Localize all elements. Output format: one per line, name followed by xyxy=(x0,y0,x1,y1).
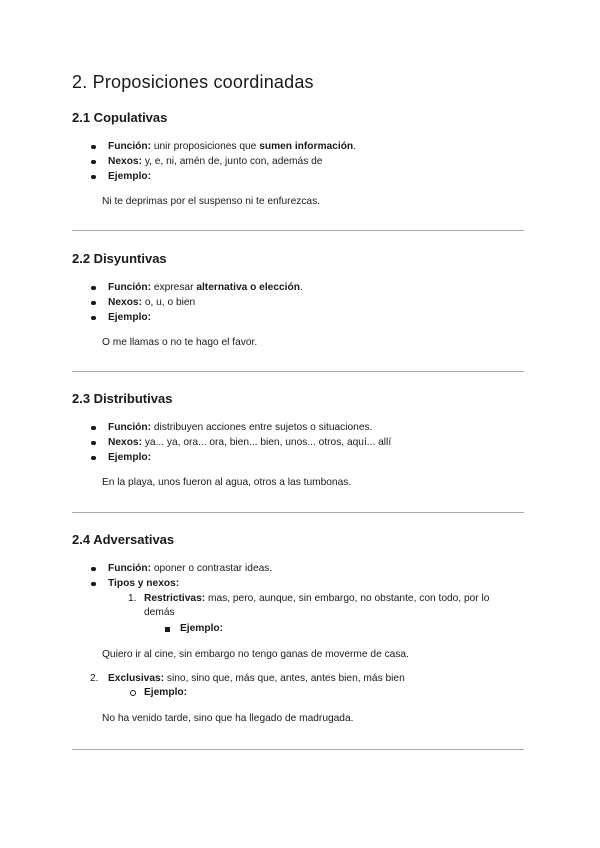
section-heading: 2.4 Adversativas xyxy=(72,532,175,547)
section-divider xyxy=(72,371,524,372)
example-text: No ha venido tarde, sino que ha llegado de madrugada. xyxy=(102,713,354,724)
section-distributivas xyxy=(72,391,524,488)
list-item-funcion: Función: oponer o contrastar ideas. xyxy=(72,561,524,576)
list-item-nexos: Nexos: y, e, ni, amén de, junto con, además de xyxy=(72,154,524,169)
item-number: 2. xyxy=(90,673,99,684)
bullet-list xyxy=(72,420,524,465)
section-divider xyxy=(72,230,524,231)
list-item-ejemplo: Ejemplo: xyxy=(72,310,524,325)
sub-item-ejemplo: Ejemplo: xyxy=(180,622,524,636)
section-disyuntivas xyxy=(72,251,524,348)
section-heading: 2.1 Copulativas xyxy=(72,110,168,125)
section-adversativas xyxy=(72,532,524,724)
list-item-tipos: Tipos y nexos: xyxy=(72,576,524,591)
item-number: 1. xyxy=(128,593,137,604)
example-text: Quiero ir al cine, sin embargo no tengo ganas de moverme de casa. xyxy=(102,649,409,660)
bullet-list xyxy=(72,139,524,184)
page-title: 2. Proposiciones coordinadas xyxy=(72,72,314,92)
list-item-ejemplo: Ejemplo: xyxy=(72,169,524,184)
list-item-funcion: Función: expresar alternativa o elección. xyxy=(72,280,524,295)
section-divider xyxy=(72,749,524,750)
example-text: O me llamas o no te hago el favor. xyxy=(102,337,258,348)
list-item-ejemplo: Ejemplo: xyxy=(72,450,524,465)
section-heading: 2.3 Distributivas xyxy=(72,391,173,406)
sub-item-ejemplo: Ejemplo: xyxy=(144,686,524,700)
example-text: En la playa, unos fueron al agua, otros a las tumbonas. xyxy=(102,477,352,488)
section-copulativas xyxy=(72,110,524,207)
list-item-funcion: Función: unir proposiciones que sumen información. xyxy=(72,139,524,154)
list-item-funcion: Función: distribuyen acciones entre sujetos o situaciones. xyxy=(72,420,524,435)
list-item-nexos: Nexos: ya... ya, ora... ora, bien... bien, unos... otros, aquí... allí xyxy=(72,435,524,450)
bullet-list xyxy=(72,561,524,591)
section-heading: 2.2 Disyuntivas xyxy=(72,251,167,266)
bullet-list xyxy=(72,280,524,325)
numbered-item-exclusivas: 2. Exclusivas: sino, sino que, más que, antes, antes bien, más bien Ejemplo: xyxy=(72,672,524,700)
section-divider xyxy=(72,512,524,513)
list-item-nexos: Nexos: o, u, o bien xyxy=(72,295,524,310)
example-text: Ni te deprimas por el suspenso ni te enfurezcas. xyxy=(102,196,321,207)
numbered-item-restrictivas: 1. Restrictivas: mas, pero, aunque, sin embargo, no obstante, con todo, por lo demás Ejemplo: xyxy=(108,592,524,636)
